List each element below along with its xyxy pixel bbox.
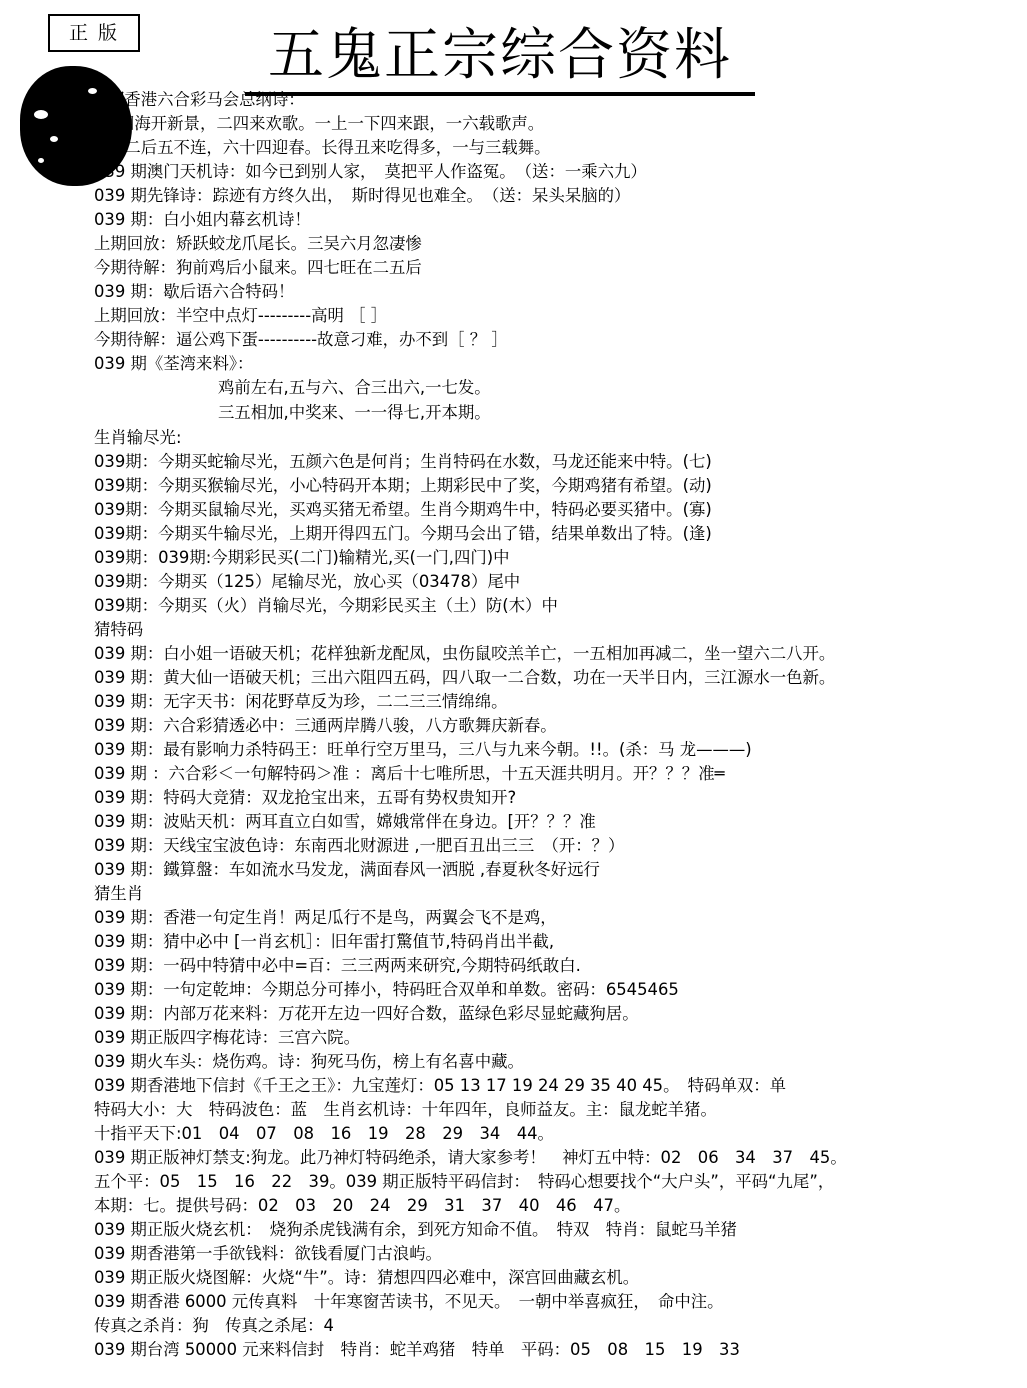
text-line: 039 期：一码中特猜中必中=百：三三两两来研究,今期特码纸敢白. xyxy=(94,956,581,975)
text-line: 039 期香港地下信封《千王之王》：九宝莲灯：05 13 17 19 24 29 35 40 45。 特码单双：单 xyxy=(94,1076,787,1095)
text-line: 四海开新景，二四来欢歌。一上一下四来跟，一六载歌声。 xyxy=(118,114,545,133)
text-line: 039期：今期买蛇输尽光，五颜六色是何肖；生肖特码在水数，马龙还能来中特。(七) xyxy=(94,452,712,471)
text-line: 039 期：内部万花来料：万花开左边一四好合数，蓝绿色彩尽显蛇藏狗居。 xyxy=(94,1004,639,1023)
text-line: 上期回放：矫跃蛟龙爪尾长。三吴六月忽凄惨 xyxy=(94,234,422,253)
text-line: 039 期：白小姐一语破天机；花样独新龙配凤，虫伤鼠咬羔羊亡，一五相加再减二，坐一望六二八开。 xyxy=(94,644,836,663)
text-line: 039 期正版火烧玄机： 烧狗杀虎钱满有余，到死方知命不值。 特双 特肖：鼠蛇马羊猪 xyxy=(94,1220,737,1239)
edition-badge: 正 版 xyxy=(48,14,140,52)
text-line: 039 期：波贴天机：两耳直立白如雪，嫦娥常伴在身边。[开？？？准 xyxy=(94,812,596,831)
text-line: 传真之杀肖：狗 传真之杀尾：4 xyxy=(94,1316,334,1335)
text-line: 039 期：天线宝宝波色诗：东南西北财源进 ,一肥百丑出三三 （开：？） xyxy=(94,836,625,855)
text-line: 039期：039期:今期彩民买(二门)输精光,买(一门,四门)中 xyxy=(94,548,510,567)
text-line: 039 期台湾 50000 元来料信封 特肖：蛇羊鸡猪 特单 平码：05 08 15 19 33 xyxy=(94,1340,740,1359)
page-title: 五鬼正宗综合资料 xyxy=(245,20,755,96)
text-line: 今期待解：逼公鸡下蛋----------故意刁难，办不到［ ？ ］ xyxy=(94,330,508,349)
text-line: 鸡前左右,五与六、合三出六,一七发。 xyxy=(218,378,491,397)
text-line: 本期：七。提供号码：02 03 20 24 29 31 37 40 46 47。 xyxy=(94,1196,631,1215)
text-line: 猜生肖 xyxy=(94,884,144,903)
text-line: 039 期：六合彩猜透必中：三通两岸腾八骏，八方歌舞庆新春。 xyxy=(94,716,557,735)
text-line: 039 期：一句定乾坤：今期总分可捧小，特码旺合双单和单数。密码：6545465 xyxy=(94,980,679,999)
text-line: 039 期火车头：烧伤鸡。诗：狗死马伤，榜上有名喜中藏。 xyxy=(94,1052,524,1071)
text-line: 五个平：05 15 16 22 39。039 期正版特平码信封： 特码心想要找个“大户头”，平码“九尾”， xyxy=(94,1172,835,1191)
text-line: 039 期正版火烧图解：火烧“牛”。诗：猜想四四必难中，深宫回曲藏玄机。 xyxy=(94,1268,640,1287)
text-line: 生肖输尽光: xyxy=(94,428,182,447)
text-line: 十指平天下:01 04 07 08 16 19 28 29 34 44。 xyxy=(94,1124,554,1143)
text-line: 039 期先锋诗：踪迹有方终久出， 斯时得见也难全。 （送：呆头呆脑的） xyxy=(94,186,631,205)
text-line: 039 期香港 6000 元传真料 十年寒窗苦读书，不见天。 一朝中举喜疯狂， 命中注。 xyxy=(94,1292,724,1311)
text-line: 039 期：猜中必中 [一肖玄机］：旧年雷打驚值节,特码肖出半截, xyxy=(94,932,555,951)
text-line: 三五相加,中奖来、一一得七,开本期。 xyxy=(218,403,491,422)
text-line: 039 期正版神灯禁支:狗龙。此乃神灯特码绝杀，请大家参考！ 神灯五中特：02 06 34 37 45。 xyxy=(94,1148,847,1167)
text-line: 039 期：鐵算盤：车如流水马发龙，满面春风一洒脱 ,春夏秋冬好远行 xyxy=(94,860,600,879)
text-line: 039 期：特码大竞猜：双龙抢宝出来，五哥有势权贵知开? xyxy=(94,788,517,807)
text-line: 今期待解：狗前鸡后小鼠来。四七旺在二五后 xyxy=(94,258,422,277)
text-line: 039 期《荃湾来料》： xyxy=(94,354,254,373)
text-line: 039 期 ：六合彩＜一句解特码＞准 ：离后十七唯所思，十五天涯共明月。开？？？准═ xyxy=(94,764,725,783)
text-line: 039 期香港第一手欲钱料：欲钱看厦门古浪屿。 xyxy=(94,1244,442,1263)
text-line: 特码大小：大 特码波色：蓝 生肖玄机诗：十年四年，良师益友。主：鼠龙蛇羊猪。 xyxy=(94,1100,717,1119)
text-line: 039 期：香港一句定生肖！两足瓜行不是鸟，两翼会飞不是鸡， xyxy=(94,908,557,927)
text-line: 039期：今期买牛输尽光，上期开得四五门。今期马会出了错，结果单数出了特。(逢) xyxy=(94,524,712,543)
text-line: 039期：今期买（125）尾输尽光，放心买（03478）尾中 xyxy=(94,572,521,591)
text-line: 039 期澳门天机诗：如今已到别人家， 莫把平人作盗冤。 （送：一乘六九） xyxy=(94,162,647,181)
text-line: 039期：今期买猴输尽光，小心特码开本期；上期彩民中了奖，今期鸡猪有希望。(动) xyxy=(94,476,712,495)
text-line: 039期：今期买鼠输尽光，买鸡买猪无希望。生肖今期鸡牛中，特码必要买猪中。(寡) xyxy=(94,500,712,519)
text-line: 039 期：无字天书：闲花野草反为珍，二二三三情绵绵。 xyxy=(94,692,508,711)
text-line: 039 期：歇后语六合特码！ xyxy=(94,282,295,301)
text-line: 039 期：最有影响力杀特码王：旺单行空万里马，三八与九来今朝。!!。(杀：马 龙———) xyxy=(94,740,752,759)
text-line: 猜特码 xyxy=(94,620,144,639)
text-line: 期香港六合彩马会总纲诗： xyxy=(108,90,305,109)
text-line: 039 期正版四字梅花诗：三宫六院。 xyxy=(94,1028,360,1047)
text-line: 039期：今期买（火）肖输尽光，今期彩民买主（土）防(木）中 xyxy=(94,596,558,615)
text-line: 039 期：黄大仙一语破天机；三出六阻四五码，四八取一二合数，功在一天半日内，三江源水一色新。 xyxy=(94,668,836,687)
text-line: 039 期：白小姐内幕玄机诗！ xyxy=(94,210,311,229)
text-line: 前二后五不连，六十四迎春。长得丑来吃得多，一与三载舞。 xyxy=(108,138,551,157)
text-line: 上期回放：半空中点灯---------高明 ［ ］ xyxy=(94,306,388,325)
